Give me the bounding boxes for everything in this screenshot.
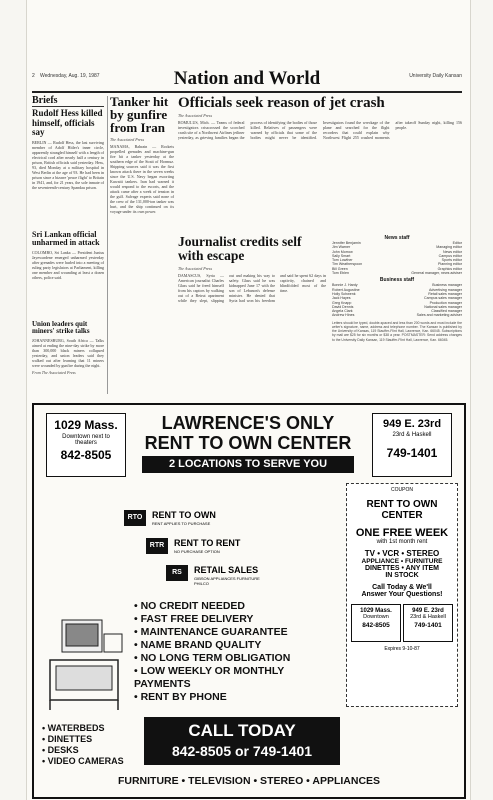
staff-role: Sports editor <box>441 258 462 263</box>
briefs-title: Briefs <box>32 95 104 107</box>
coupon <box>346 483 458 707</box>
staff-name: Angela Clark <box>332 309 353 314</box>
staff-name: Jack Hayes <box>332 296 351 301</box>
staff-name: Sally Smart <box>332 253 351 258</box>
coupon-offer-sub: with 1st month rent <box>376 539 428 545</box>
product-list <box>42 723 152 767</box>
page-date: Wednesday, Aug. 19, 1987 <box>40 73 100 79</box>
staff-name: Tom Eblen <box>332 271 349 276</box>
briefs-credit: From The Associated Press <box>32 369 76 375</box>
downtown-address-sub: Downtown next to theaters <box>62 434 110 446</box>
call-phones: 842-8505 or 749-1401 <box>171 743 313 759</box>
crash-credit: The Associated Press <box>178 113 212 118</box>
coupon-label: COUPON <box>391 487 413 493</box>
brief-body: JOHANNESBURG, South Africa — Talks aimed at ending the nine-day strike by more than 300,000 black miners collapsed yesterday, and union leaders said they walked out after learning that 11 miners were wounded by gunfire during the night. <box>32 337 104 368</box>
coupon-line: TV • VCR • STEREO <box>364 549 440 558</box>
staff-name: Holly Schwenk <box>332 291 356 296</box>
coupon-offer: ONE FREE WEEK <box>355 527 449 539</box>
downtown-address-box <box>46 413 126 477</box>
rtr-tag: RTR <box>146 538 168 554</box>
product-item: • WATERBEDS <box>42 723 105 733</box>
east-phone: 749-1401 <box>386 446 438 460</box>
coupon-line: DINETTES • ANY ITEM <box>364 565 439 572</box>
news-staff-title: News staff <box>384 235 410 241</box>
staff-name: Tim Weatherspoon <box>332 262 363 267</box>
staff-name: Andrew Hines <box>332 313 355 318</box>
journalist-body: DAMASCUS, Syria — American journalist Charles Glass said he freed himself from his captors by walking out of a Beirut apartment while they slept, slipping out and making his way to safety. Glass said he was kidnapped June 17 with the son of Lebanon's defense minister. He denied that Syria had won his freedom and said he spent 62 days in captivity, chained and blindfolded most of the time. <box>178 273 326 303</box>
rent-to-own-ad <box>32 403 466 799</box>
brief-body: COLOMBO, Sri Lanka — President Junius Jayewardene emerged unharmed yesterday after grenades were hurled into a meeting of ruling party legislators at Parliament, killing one member and wounding at least a dozen others, police said. <box>32 249 104 280</box>
staff-role: Editor <box>452 241 462 245</box>
coupon-address-1-area: Downtown <box>363 614 389 620</box>
coupon-address-2-phone: 749-1401 <box>414 622 442 629</box>
coupon-title: RENT TO OWN CENTER <box>366 499 438 521</box>
coupon-address-1-phone: 842-8505 <box>362 622 390 629</box>
staff-role: Production manager <box>429 300 462 305</box>
brief-headline: Rudolf Hess killed himself, officials say <box>32 108 103 137</box>
staff-role: Graphics editor <box>437 266 462 271</box>
staff-name: Tom Lowther <box>332 258 353 263</box>
staff-box <box>332 235 462 395</box>
east-address-box <box>372 413 452 477</box>
feature-item: • FAST FREE DELIVERY <box>134 613 254 625</box>
feature-item: • RENT BY PHONE <box>134 691 227 703</box>
staff-role: Retail sales manager <box>428 291 462 296</box>
rto-sub: RENT APPLIES TO PURCHASE <box>152 521 211 526</box>
staff-role: General manager, news adviser <box>411 271 462 276</box>
paper-name: University Daily Kansan <box>409 73 462 79</box>
journalist-story <box>178 235 326 395</box>
staff-row <box>332 271 462 275</box>
feature-list <box>134 600 324 704</box>
business-staff-title: Business staff <box>379 277 415 284</box>
staff-notes: Letters should be typed, double-spaced and less than 200 words and must include the writer's signature, name, address and telephone number. The Kansan is published by the University of Kansas, 119 Stauffer-Flint Hall, Lawrence, Kan. 66045. Subscriptions by mail are $25 for six months or $38 a year. POSTMASTER: Send address changes to the University Daily Kansan, 119 Stauffer-Flint Hall, Lawrence, Kan. 66045. <box>332 320 462 342</box>
brief-headline: Union leaders quit miners' strike talks <box>32 319 90 335</box>
coupon-address-2 <box>403 604 453 642</box>
journalist-headline: Journalist credits self with escape <box>178 235 302 263</box>
downtown-address: 1029 Mass. <box>54 418 118 432</box>
brief-headline: Sri Lankan official unharmed in attack <box>32 229 100 247</box>
coupon-line: APPLIANCE • FURNITURE <box>361 558 443 565</box>
staff-role: Managing editor <box>436 245 462 250</box>
rtr-label: RENT TO RENT <box>174 538 241 548</box>
coupon-expires: Expires 9-10-87 <box>384 646 420 652</box>
staff-name: Robert Augustine <box>332 287 360 292</box>
coupon-address-2-street: 949 E. 23rd <box>412 608 444 614</box>
staff-role: Sales and marketing adviser <box>416 313 462 318</box>
masthead: Nation and World <box>173 68 321 89</box>
staff-role: Campus editor <box>438 253 462 258</box>
locations-banner: 2 LOCATIONS TO SERVE YOU <box>142 456 354 473</box>
feature-item: • NO CREDIT NEEDED <box>134 600 246 612</box>
rto-label: RENT TO OWN <box>152 510 216 520</box>
staff-role: Classified manager <box>431 309 462 314</box>
rs-label: RETAIL SALES <box>194 565 259 575</box>
coupon-call: Answer Your Questions! <box>361 591 443 598</box>
product-item: • DINETTES <box>42 734 93 744</box>
product-item: • VIDEO CAMERAS <box>42 756 124 766</box>
coupon-call: Call Today & We'll <box>372 584 432 591</box>
ad-footer: FURNITURE • TELEVISION • STEREO • APPLIANCES <box>117 775 381 787</box>
journalist-credit: The Associated Press <box>178 266 212 271</box>
crash-body: ROMULUS, Mich. — Teams of federal investigators crisscrossed the scorched crash site of a Northwest Airlines jetliner yesterday, as grieving families began the process of identifying the bodies of those killed. Relatives of passengers were warned by officials that some of the bodies might never be identified. Investigators found the wreckage of the plane and searched for the flight recorders that could explain why Northwest Flight 255 crashed moments after takeoff Sunday night, killing 156 people. <box>178 120 462 140</box>
feature-item: • NO LONG TERM OBLIGATION <box>134 652 291 664</box>
staff-name: Jim Warner <box>332 245 351 250</box>
coupon-address-row <box>351 604 453 644</box>
rtr-sub: NO PURCHASE OPTION <box>174 549 220 554</box>
staff-name: Greg Knapp <box>332 300 352 305</box>
coupon-address-2-area: 23rd & Haskell <box>410 614 446 620</box>
east-address-sub: 23rd & Haskell <box>392 432 432 438</box>
staff-role: Advertising manager <box>429 287 462 292</box>
staff-role: Planning editor <box>438 262 462 267</box>
staff-role: Campus sales manager <box>424 296 462 301</box>
staff-role: News editor <box>443 249 462 254</box>
masthead-rule <box>32 91 462 93</box>
staff-role: Business manager <box>432 283 462 288</box>
rs-tag: RS <box>166 565 188 581</box>
rto-row <box>124 510 254 530</box>
ad-title-line2: RENT TO OWN CENTER <box>144 433 352 453</box>
coupon-address-1 <box>351 604 401 642</box>
business-staff-list <box>332 283 462 317</box>
tanker-credit: The Associated Press <box>110 137 144 142</box>
crash-story <box>178 95 462 235</box>
downtown-phone: 842-8505 <box>60 448 112 462</box>
tanker-body: MANAMA, Bahrain — Rockets propelled grenades and machine-gun fire hit a tanker yesterday at the southern edge of the Strait of Hormuz. Shipping sources said it was the first known attack there in the seven weeks since the U.S. Navy began escorting Kuwaiti tankers. Iran had warned it would respond to the escorts, and the attack came after a week of tension in the gulf. Salvage experts said none of the crew of the 131,000-ton tanker was hurt, and the ship continued on its voyage under its own power. <box>110 144 174 214</box>
rtr-row <box>146 538 276 558</box>
coupon-address-1-street: 1029 Mass. <box>360 608 392 614</box>
east-address: 949 E. 23rd <box>382 418 442 430</box>
feature-item: • LOW WEEKLY OR MONTHLY PAYMENTS <box>134 665 285 690</box>
staff-name: Bonnie J. Hardy <box>332 283 358 288</box>
coupon-line: IN STOCK <box>385 572 419 579</box>
brief-body: BERLIN — Rudolf Hess, the last surviving member of Adolf Hitler's inner circle, apparently strangled himself with a length of electrical cord after nearly half a century in prison, British officials said yesterday. Hess, 93, died Monday at a military hospital in West Berlin at the age of 93. He had been in prison since a bizarre 'peace flight' to Britain in 1941, and, for 21 years, the sole inmate of the seventeenth-century Spandau prison. <box>32 139 104 190</box>
call-today: CALL TODAY <box>188 721 296 740</box>
feature-item: • MAINTENANCE GUARANTEE <box>134 626 288 638</box>
page-number: 2 <box>32 73 35 79</box>
staff-name: John Morrow <box>332 249 353 254</box>
staff-name: David Dennis <box>332 304 354 309</box>
news-staff-list <box>332 241 462 275</box>
furniture-illustration <box>42 610 132 720</box>
briefs-column <box>32 95 104 395</box>
staff-role: National sales manager <box>424 304 462 309</box>
call-banner <box>144 717 340 765</box>
staff-row <box>332 313 462 317</box>
product-item: • DESKS <box>42 745 79 755</box>
column-divider <box>107 96 108 394</box>
staff-name: Jennifer Benjamin <box>332 241 361 245</box>
tanker-headline: Tanker hit by gunfire from Iran <box>110 95 169 135</box>
tanker-story <box>110 95 174 395</box>
crash-headline: Officials seek reason of jet crash <box>178 95 385 111</box>
ad-title-line1: LAWRENCE'S ONLY <box>161 413 335 433</box>
feature-item: • NAME BRAND QUALITY <box>134 639 262 651</box>
rto-tag: RTO <box>124 510 146 526</box>
rs-row <box>166 565 296 589</box>
staff-name: Bill Green <box>332 266 348 271</box>
rs-sub: GIBSON APPLIANCES FURNITURE PHILCO <box>194 576 260 586</box>
